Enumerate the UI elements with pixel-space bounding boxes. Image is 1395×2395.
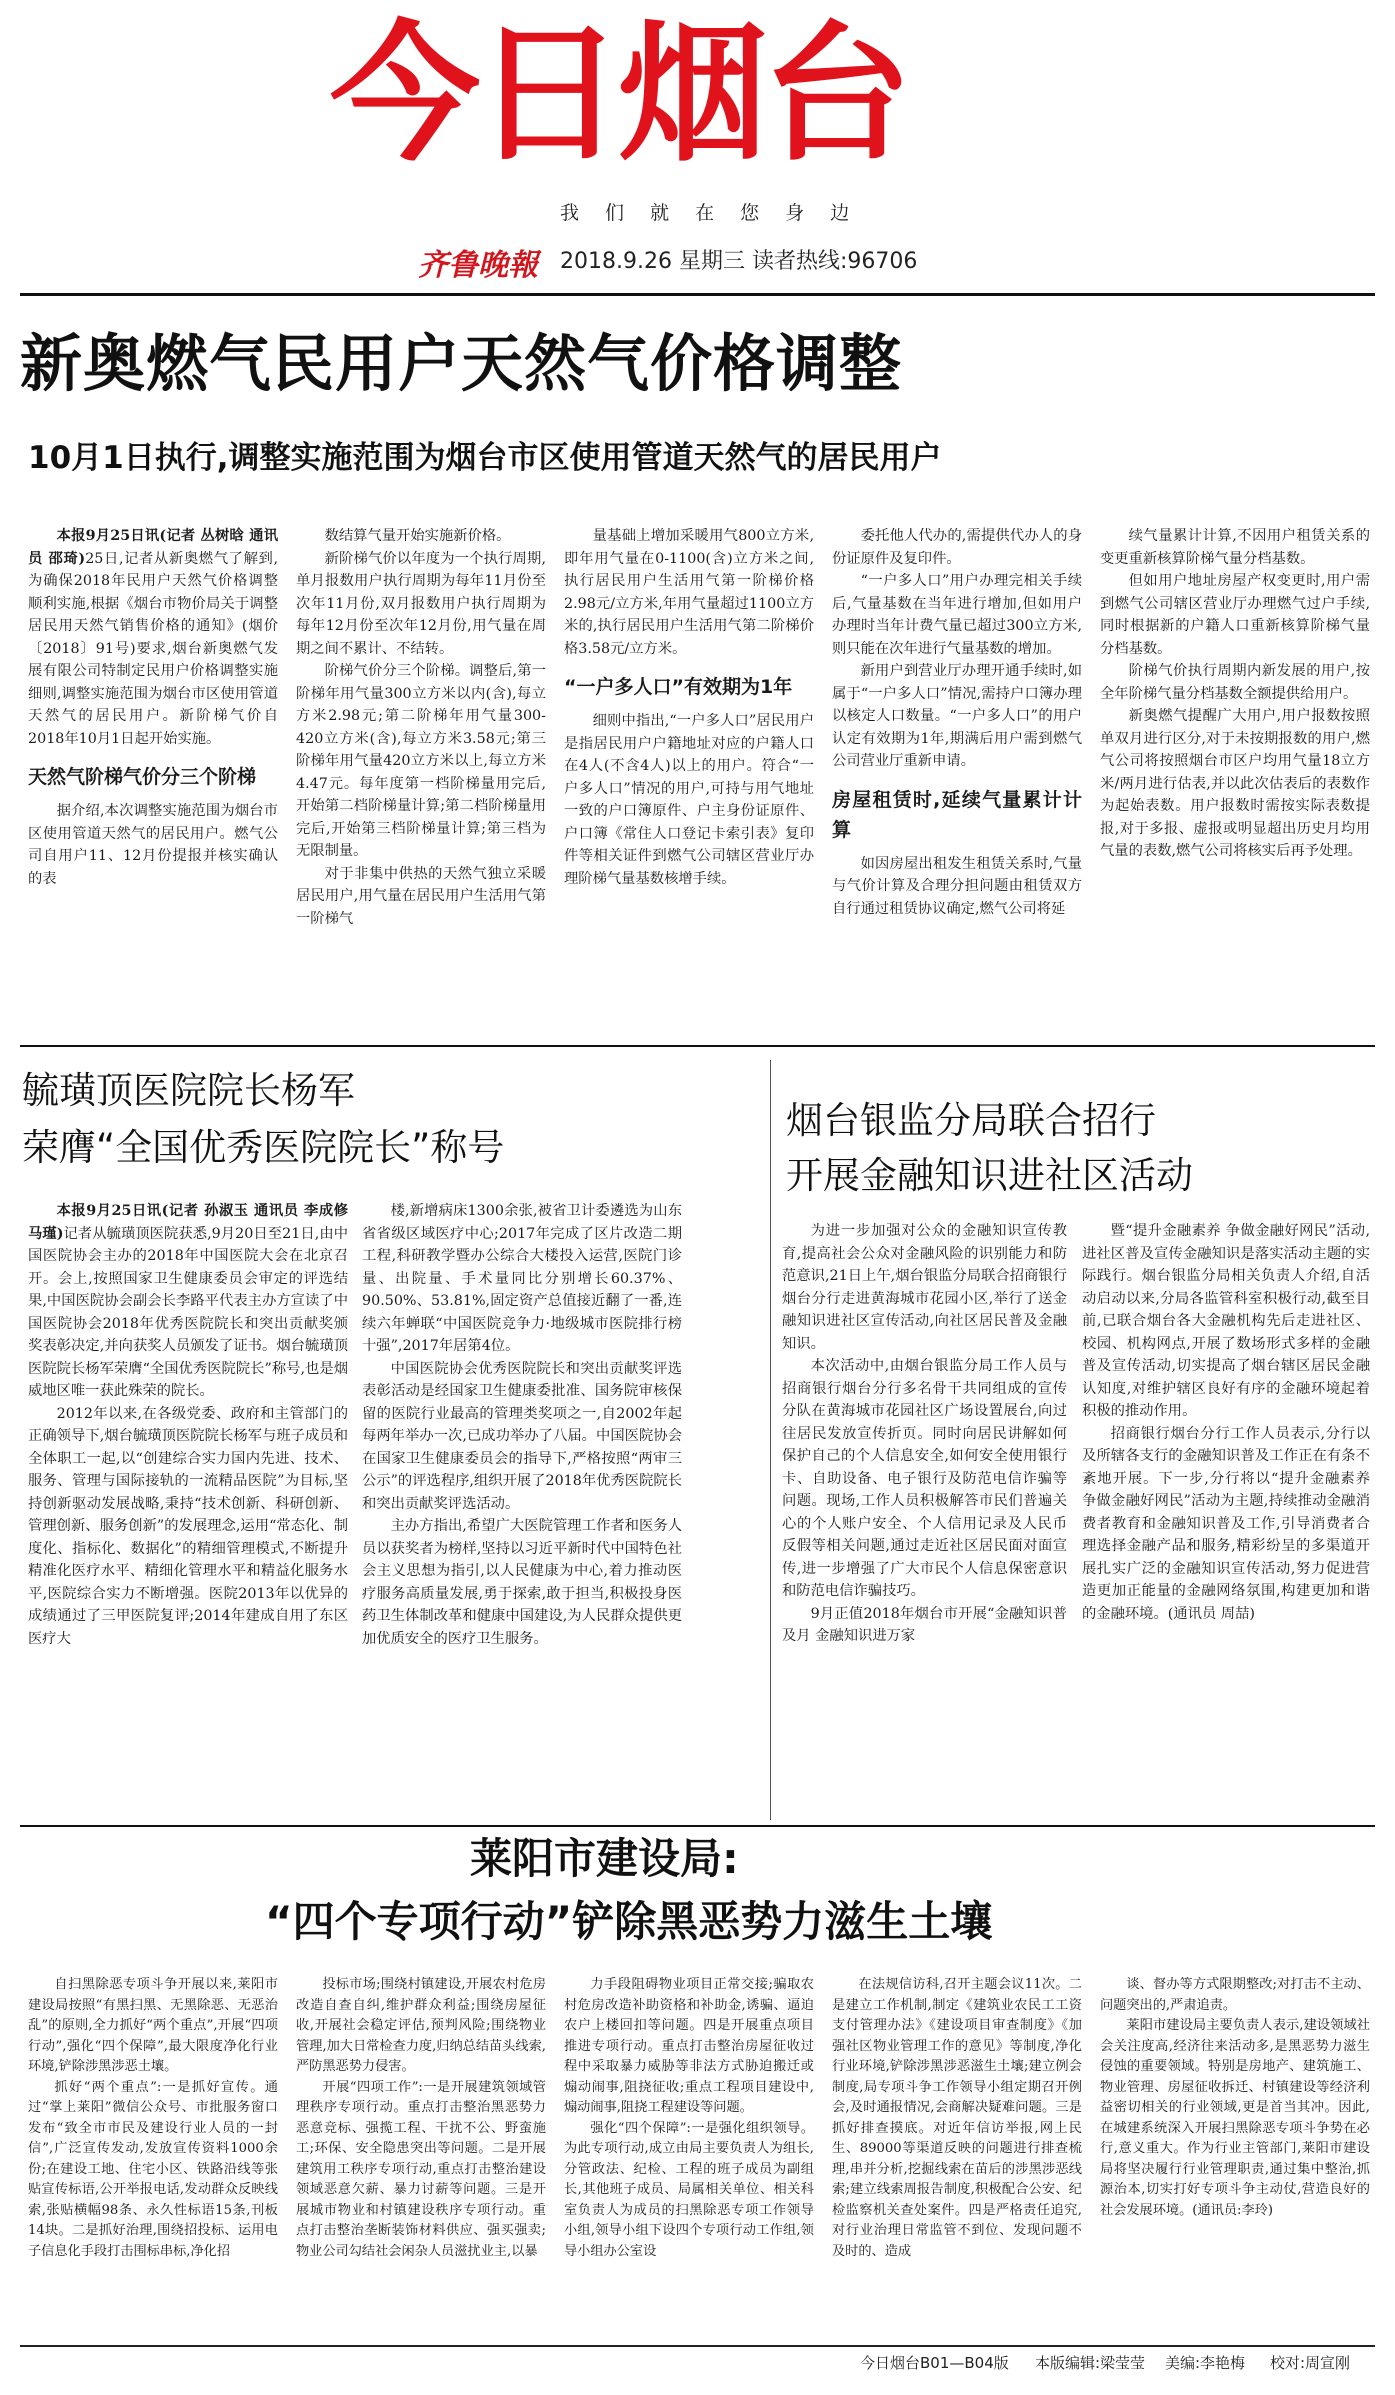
lead-paragraph: 数结算气量开始实施新价格。 xyxy=(324,528,511,544)
story4-paragraph: 抓好“两个重点”:一是抓好宣传。通过“掌上莱阳”微信公众号、市批服务窗口发布“致全市市民及建设行业人员的一封信”,广泛宣传发动,发放宣传资料1000余份;在建设工地、住宅小区、铁路沿线等张贴宣传标语,公开举报电话,发动群众反映线索,张贴横幅98条、永久性标语15条,刊板14块。二是抓好治理,围绕招投标、运用电子信息化手段打击围标串标,净化招 xyxy=(28,2079,278,2259)
lead-paragraph: 细则中指出,“一户多人口”居民用户是指居民用户户籍地址对应的户籍人口在4人(不含4人)以上的用户。符合“一户多人口”情况的用户,可持与用气地址一致的户口簿原件、户主身份证原件、户口簿《常住人口登记卡索引表》复印件等相关证件到燃气公司辖区营业厅办理阶梯气量基数核增手续。 xyxy=(564,713,814,887)
lead-paragraph: 量基础上增加采暖用气800立方米,即年用气量在0-1100(含)立方米之间,执行居民用户生活用气第一阶梯价格2.98元/立方米,年用气量超过1100立方米的,执行居民用户生活用气第二阶梯价格3.58元/立方米。 xyxy=(564,528,814,657)
lead-paragraph: 阶梯气价执行周期内新发展的用户,按全年阶梯气量分档基数全额提供给用户。 xyxy=(1100,663,1370,702)
brand-logo: 齐鲁晚報 xyxy=(418,248,538,283)
lead-paragraph: 阶梯气价分三个阶梯。调整后,第一阶梯年用气量300立方米以内(含),每立方米2.98元;第二阶梯年用气量300-420立方米(含),每立方米3.58元;第三阶梯年用气量420立方米以上,每立方米4.47元。每年度第一档阶梯量用完后,开始第二档阶梯量计算;第二档阶梯量用完后,开始第三档阶梯量计算;第三档为无限制量。 xyxy=(296,663,546,859)
story4-column-3 xyxy=(564,1975,814,2340)
story3-paragraph: 9月正值2018年烟台市开展“金融知识普及月 金融知识进万家 xyxy=(782,1605,1067,1644)
footer-art-editor: 美编:李艳梅 xyxy=(1165,2354,1246,2372)
slogan: 我 们 就 在 您 身 边 xyxy=(560,202,860,224)
story3-paragraph: 本次活动中,由烟台银监分局工作人员与招商银行烟台分行多名骨干共同组成的宣传分队在黄海城市花园社区广场设置展台,向过往居民发放宣传折页。同时向居民讲解如何保护自己的个人信息安全,如何安全使用银行卡、自助设备、电子银行及防范电信诈骗等问题。现场,工作人员积极解答市民们普遍关心的个人账户安全、个人信用记录及人民币反假等相关问题,通过走近社区居民面对面宣传,进一步增强了广大市民个人信息保密意识和防范电信诈骗技巧。 xyxy=(782,1358,1067,1599)
story3-column-1 xyxy=(782,1220,1067,1820)
lead-headline: 新奥燃气民用户天然气价格调整 xyxy=(20,327,903,400)
lead-paragraph: “一户多人口”用户办理完相关手续后,气量基数在当年进行增加,但如用户办理时当年计费气量已超过300立方米,则只能在次年进行气量基数的增加。 xyxy=(832,573,1082,657)
story4-paragraph: 莱阳市建设局主要负责人表示,建设领域社会关注度高,经济往来活动多,是黑恶势力滋生侵蚀的重要领域。特别是房地产、建筑施工、物业管理、房屋征收拆迁、村镇建设等经济利益密切相关的行业领域,更是首当其冲。因此,在城建系统深入开展扫黑除恶专项斗争势在必行,意义重大。作为行业主管部门,莱阳市建设局将坚决履行行业管理职责,通过集中整治,抓源治本,切实打好专项斗争主动仗,营造良好的社会发展环境。(通讯员:李玲) xyxy=(1100,2018,1370,2218)
lead-paragraph: 对于非集中供热的天然气独立采暖居民用户,用气量在居民用户生活用气第一阶梯气 xyxy=(296,865,546,927)
lead-subheadline: 10月1日执行,调整实施范围为烟台市区使用管道天然气的居民用户 xyxy=(28,440,942,476)
story4-paragraph: 谈、督办等方式限期整改;对打击不主动、问题突出的,严肃追责。 xyxy=(1100,1977,1370,2013)
lead-paragraph: 新阶梯气价以年度为一个执行周期,单月报数用户执行周期为每年11月份至次年11月份,双月报数用户执行周期为每年12月份至次年12月份,用气量在周期之间不累计、不结转。 xyxy=(296,550,546,657)
footer-edition: 今日烟台B01—B04版 xyxy=(860,2354,1009,2372)
story4-paragraph: 力手段阻碍物业项目正常交接;骗取农村危房改造补助资格和补助金,诱骗、逼迫农户上楼回扣等问题。四是开展重点项目推进专项行动。重点打击整治房屋征收过程中采取暴力威胁等非法方式胁迫搬迁或煽动闹事,阻挠征收;重点工程项目建设中,煽动闹事,阻挠工程建设等问题。 xyxy=(564,1977,814,2115)
lead-column-4 xyxy=(832,525,1082,1035)
story2-paragraph: 主办方指出,希望广大医院管理工作者和医务人员以获奖者为榜样,坚持以习近平新时代中国特色社会主义思想为指引,以人民健康为中心,着力推动医疗服务高质量发展,勇于探索,敢于担当,积极投身医药卫生体制改革和健康中国建设,为人民群众提供更加优质安全的医疗卫生服务。 xyxy=(362,1518,682,1647)
story2-byline: 本报9月25日讯(记者 孙淑玉 通讯员 李成修 马瑾) xyxy=(28,1203,348,1242)
story2-paragraph: 中国医院协会优秀医院院长和突出贡献奖评选表彰活动是经国家卫生健康委批准、国务院审核保留的医院行业最高的管理类奖项之一,自2002年起每两年举办一次,已成功举办了八届。中国医院协会在国家卫生健康委员会的指导下,严格按照“两审三公示”的评选程序,组织开展了2018年优秀医院院长和突出贡献奖评选活动。 xyxy=(362,1360,682,1512)
story3-headline-line2: 开展金融知识进社区活动 xyxy=(786,1154,1193,1197)
masthead xyxy=(0,0,1395,300)
lead-subhead: 天然气阶梯气价分三个阶梯 xyxy=(28,766,257,788)
story2-column-1 xyxy=(28,1200,348,1820)
lead-subhead: 房屋租赁时,延续气量累计计算 xyxy=(832,788,1082,841)
story3-paragraph: 为进一步加强对公众的金融知识宣传教育,提高社会公众对金融风险的识别能力和防范意识,21日上午,烟台银监分局联合招商银行烟台分行走进黄海城市花园小区,举行了送金融知识进社区宣传活动,向社区居民普及金融知识。 xyxy=(782,1223,1067,1352)
footer-divider xyxy=(20,2345,1375,2347)
story4-paragraph: 投标市场;围绕村镇建设,开展农村危房改造自查自纠,维护群众利益;围绕房屋征收,开展社会稳定评估,预判风险;围绕物业管理,加大日常检查力度,归纳总结苗头线索,严防黑恶势力侵害。 xyxy=(296,1977,546,2074)
masthead-divider xyxy=(20,293,1375,296)
story2-column-2 xyxy=(362,1200,682,1820)
story2-paragraph: 楼,新增病床1300余张,被省卫计委遴选为山东省省级区域医疗中心;2017年完成了区片改造二期工程,科研教学暨办公综合大楼投入运营,医院门诊量、出院量、手术量同比分别增长60.37%、90.50%、53.81%,固定资产总值接近翻了一番,连续六年蝉联“中国医院竞争力·地级城市医院排行榜十强”,2017年居第4位。 xyxy=(362,1203,682,1354)
footer-proofreader: 校对:周宣刚 xyxy=(1270,2354,1351,2372)
story2-headline-line1: 毓璜顶医院院长杨军 xyxy=(22,1069,355,1112)
lead-paragraph: 委托他人代办的,需提供代办人的身份证原件及复印件。 xyxy=(832,528,1082,567)
lead-paragraph: 续气量累计计算,不因用户租赁关系的变更重新核算阶梯气量分档基数。 xyxy=(1100,528,1370,567)
story4-column-4 xyxy=(832,1975,1082,2340)
story2-paragraph: 记者从毓璜顶医院获悉,9月20日至21日,由中国医院协会主办的2018年中国医院大会在北京召开。会上,按照国家卫生健康委员会审定的评选结果,中国医院协会副会长李路平代表主办方宣读了中国医院协会2018年优秀医院院长和突出贡献奖颁奖表彰决定,并向获奖人员颁发了证书。烟台毓璜顶医院院长杨军荣膺“全国优秀医院院长”称号,也是烟威地区唯一获此殊荣的院长。 xyxy=(28,1225,348,1399)
lead-paragraph: 据介绍,本次调整实施范围为烟台市区使用管道天然气的居民用户。燃气公司自用户11、12月份提报并核实确认的表 xyxy=(28,803,278,887)
lead-paragraph: 如因房屋出租发生租赁关系时,气量与气价计算及合理分担问题由租赁双方自行通过租赁协议确定,燃气公司将延 xyxy=(832,855,1082,917)
story4-paragraph: 自扫黑除恶专项斗争开展以来,莱阳市建设局按照“有黑扫黑、无黑除恶、无恶治乱”的原则,全力抓好“两个重点”,开展“四项行动”,强化“四个保障”,最大限度净化行业环境,铲除涉黑涉恶土壤。 xyxy=(28,1977,278,2074)
story3-column-2 xyxy=(1082,1220,1370,1820)
lead-paragraph: 25日,记者从新奥燃气了解到,为确保2018年民用户天然气价格调整顺利实施,根据《烟台市物价局关于调整居民用天然气销售价格的通知》(烟价〔2018〕91号)要求,烟台新奥燃气发展有限公司特制定民用户价格调整实施细则,调整实施范围为烟台市区使用管道天然气的居民用户。新阶梯气价自2018年10月1日起开始实施。 xyxy=(28,550,278,747)
column-divider xyxy=(770,1060,771,1820)
footer-editor: 本版编辑:梁莹莹 xyxy=(1035,2354,1146,2372)
lead-subhead: “一户多人口”有效期为1年 xyxy=(564,676,793,698)
story4-paragraph: 在法规信访科,召开主题会议11次。二是建立工作机制,制定《建筑业农民工工资支付管理办法》《建设项目审查制度》《加强社区物业管理工作的意见》等制度,净化行业环境,铲除涉黑涉恶滋生土壤;建立例会制度,局专项斗争工作领导小组定期召开例会,及时通报情况,会商解决疑难问题。三是抓好排查摸底。对近年信访举报,网上民生、89000等渠道反映的问题进行排查梳理,串并分析,挖掘线索在苗后的涉黑涉恶线索;建立线索周报告制度,积极配合公安、纪检监察机关查处案件。四是严格责任追究,对行业治理日常监管不到位、发现问题不及时的、造成 xyxy=(832,1977,1082,2259)
section-divider xyxy=(20,1045,1375,1047)
story4-paragraph: 强化“四个保障”:一是强化组织领导。为此专项行动,成立由局主要负责人为组长,分管政法、纪检、工程的班子成员为副组长,其他班子成员、局属相关单位、相关科室负责人为成员的扫黑除恶专项工作领导小组,领导小组下设四个专项行动工作组,领导小组办公室设 xyxy=(564,2120,814,2259)
newspaper-logo: 今日烟台 xyxy=(330,8,907,182)
story4-headline-line2: “四个专项行动”铲除黑恶势力滋生土壤 xyxy=(265,1897,993,1946)
lead-column-2 xyxy=(296,525,546,1035)
story3-paragraph: 暨“提升金融素养 争做金融好网民”活动,进社区普及宣传金融知识是落实活动主题的实际践行。烟台银监分局相关负责人介绍,自活动启动以来,分局各监管科室积极行动,截至目前,已联合烟台各大金融机构先后走进社区、校园、机构网点,开展了数场形式多样的金融普及宣传活动,切实提高了烟台辖区居民金融认知度,对维护辖区良好有序的金融环境起着积极的推动作用。 xyxy=(1082,1223,1370,1419)
section-divider xyxy=(20,1825,1375,1827)
story4-paragraph: 开展“四项工作”:一是开展建筑领域管理秩序专项行动。重点打击整治黑恶势力恶意竞标、强揽工程、干扰不公、野蛮施工;环保、安全隐患突出等问题。二是开展建筑用工秩序专项行动,重点打击整治建设领域恶意欠薪、暴力讨薪等问题。三是开展城市物业和村镇建设秩序专项行动。重点打击整治垄断装饰材料供应、强买强卖;物业公司勾结社会闲杂人员滋扰业主,以暴 xyxy=(296,2079,546,2259)
lead-byline: 本报9月25日讯(记者 丛树晗 通讯员 邵琦) xyxy=(28,528,278,567)
lead-column-5 xyxy=(1100,525,1370,1035)
lead-paragraph: 但如用户地址房屋产权变更时,用户需到燃气公司辖区营业厅办理燃气过户手续,同时根据新的户籍人口重新核算阶梯气量分档基数。 xyxy=(1100,573,1370,657)
story4-column-2 xyxy=(296,1975,546,2340)
story4-headline-line1: 莱阳市建设局: xyxy=(470,1834,739,1883)
story4-column-1 xyxy=(28,1975,278,2340)
lead-paragraph: 新用户到营业厅办理开通手续时,如属于“一户多人口”情况,需持户口簿办理以核定人口数量。“一户多人口”的用户认定有效期为1年,期满后用户需到燃气公司营业厅重新申请。 xyxy=(832,663,1082,769)
story4-column-5 xyxy=(1100,1975,1370,2340)
story3-headline-line1: 烟台银监分局联合招行 xyxy=(786,1099,1156,1142)
lead-column-3 xyxy=(564,525,814,1035)
lead-column-1 xyxy=(28,525,278,1035)
story3-paragraph: 招商银行烟台分行工作人员表示,分行以及所辖各支行的金融知识普及工作正在有条不紊地开展。下一步,分行将以“提升金融素养 争做金融好网民”活动为主题,持续推动金融消费者教育和金融知识普及工作,引导消费者合理选择金融产品和服务,精彩纷呈的多渠道开展扎实广泛的金融知识宣传活动,努力促进营造更加正能量的金融网络氛围,构建更加和谐的金融环境。(通讯员 周喆) xyxy=(1082,1425,1370,1622)
dateline: 2018.9.26 星期三 读者热线:96706 xyxy=(560,249,918,274)
lead-paragraph: 新奥燃气提醒广大用户,用户报数按照单双月进行区分,对于未按期报数的用户,燃气公司将按照烟台市区户均用气量18立方米/两月进行估表,并以此次估表后的表数作为起始表数。用户报数时需按实际表数提报,对于多报、虚报或明显超出历史月均用气量的表数,燃气公司将核实后再予处理。 xyxy=(1100,708,1370,859)
story2-headline-line2: 荣膺“全国优秀医院院长”称号 xyxy=(22,1126,505,1169)
story2-paragraph: 2012年以来,在各级党委、政府和主管部门的正确领导下,烟台毓璜顶医院院长杨军与班子成员和全体职工一起,以“创建综合实力国内先进、技术、服务、管理与国际接轨的一流精品医院”为目标,坚持创新驱动发展战略,秉持“技术创新、科研创新、管理创新、服务创新”的发展理念,运用“常态化、制度化、指标化、数据化”的精细管理模式,不断提升精准化医疗水平、精细化管理水平和精益化服务水平,医院综合实力不断增强。医院2013年以优异的成绩通过了三甲医院复评;2014年建成自用了东区医疗大 xyxy=(28,1405,348,1647)
